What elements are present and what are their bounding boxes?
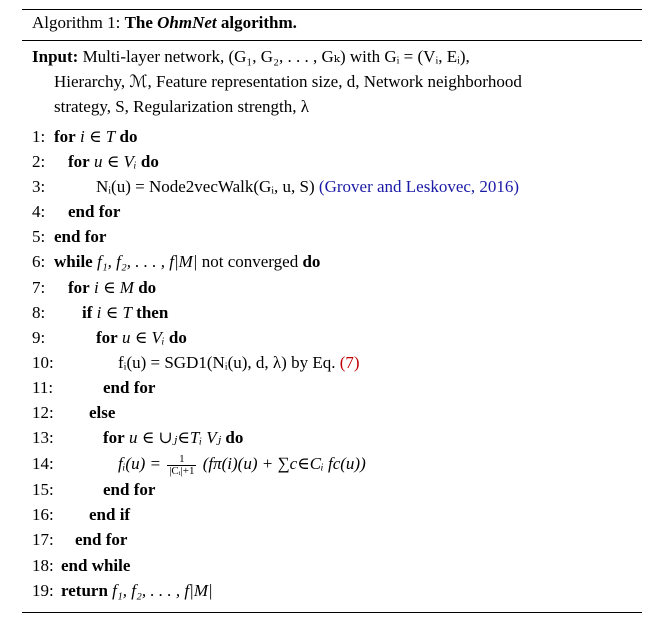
title-post: algorithm. <box>220 13 297 32</box>
step-row <box>32 174 642 199</box>
line-number: 1: <box>32 127 46 146</box>
step-content <box>54 224 106 249</box>
line-number: 17: <box>32 530 54 550</box>
keyword: then <box>136 302 169 322</box>
keyword: end for <box>103 480 156 500</box>
line-number: 2: <box>32 152 46 172</box>
step-content <box>96 174 519 199</box>
keyword: end while <box>61 555 131 575</box>
line-number: 12: <box>32 403 54 423</box>
algorithm-label: Algorithm 1: <box>32 13 121 32</box>
math-expr: Nᵢ(u) = Node2vecWalk(Gᵢ, u, S) <box>96 177 315 197</box>
math-expr: f₁, f₂, . . . , f|M| <box>96 252 198 272</box>
line-number: 14: <box>32 454 54 474</box>
line-number: 15: <box>32 480 54 500</box>
keyword: end for <box>54 227 107 247</box>
step-content <box>89 502 130 527</box>
step-row <box>32 578 642 603</box>
line-number: 11: <box>32 377 54 397</box>
input-line-3: strategy, S, Regularization strength, λ <box>54 97 309 116</box>
fraction-denominator: |Cᵢ|+1 <box>169 464 195 477</box>
step-content <box>118 350 360 375</box>
keyword: while <box>54 252 93 272</box>
step-content <box>103 375 155 400</box>
title-pre: The <box>124 13 153 32</box>
keyword: for <box>68 152 90 172</box>
keyword: do <box>225 428 244 448</box>
step-row <box>32 224 642 249</box>
line-number: 10: <box>32 352 54 372</box>
step-row <box>32 300 642 325</box>
step-content <box>75 527 127 552</box>
math-expr: i ∈ M <box>93 277 134 297</box>
algorithm-title <box>32 13 297 33</box>
line-number: 4: <box>32 202 46 222</box>
step-row <box>32 149 642 174</box>
title-rule <box>22 40 642 41</box>
step-row <box>32 400 642 425</box>
fraction-numerator: 1 <box>167 454 196 466</box>
input-keyword: Input: <box>32 47 79 66</box>
step-content <box>54 249 320 274</box>
keyword: if <box>82 302 93 322</box>
input-block <box>32 44 632 119</box>
step-content <box>103 425 243 450</box>
top-rule <box>22 9 642 10</box>
keyword: for <box>54 127 76 146</box>
step-content <box>61 578 213 603</box>
math-expr: i ∈ T <box>79 127 116 146</box>
step-row <box>32 350 642 375</box>
step-content <box>82 300 168 325</box>
math-expr: f₁, f₂, . . . , f|M| <box>112 580 213 600</box>
math-expr: u ∈ Vᵢ <box>121 327 165 347</box>
math-expr: u ∈ ∪ⱼ∈Tᵢ Vⱼ <box>128 428 222 448</box>
step-row <box>32 249 642 274</box>
bottom-rule <box>22 612 642 613</box>
step-row <box>32 553 642 578</box>
step-row <box>32 325 642 350</box>
keyword: else <box>89 403 116 423</box>
line-number: 8: <box>32 302 46 322</box>
step-row <box>32 477 642 502</box>
step-row <box>32 275 642 300</box>
step-text: by Eq. <box>291 352 336 372</box>
step-row <box>32 124 642 149</box>
step-content <box>118 450 366 477</box>
keyword: for <box>96 327 118 347</box>
algorithm-body <box>32 124 642 603</box>
input-text-1: Multi-layer network, (G₁, G₂, . . . , Gₖ) with Gᵢ = (Vᵢ, Eᵢ), <box>82 47 470 66</box>
step-content <box>54 124 137 149</box>
step-content <box>89 400 115 425</box>
step-row <box>32 527 642 552</box>
math-expr: u ∈ Vᵢ <box>93 152 137 172</box>
line-number: 3: <box>32 177 46 197</box>
keyword: end for <box>68 202 121 222</box>
line-number: 16: <box>32 505 54 525</box>
keyword: end for <box>75 530 128 550</box>
step-row <box>32 375 642 400</box>
input-line-1 <box>32 44 632 69</box>
step-row <box>32 425 642 450</box>
input-line-2: Hierarchy, ℳ, Feature representation size, d, Network neighborhood <box>54 72 522 91</box>
step-row <box>32 502 642 527</box>
step-content <box>68 199 120 224</box>
step-row <box>32 450 642 477</box>
step-row <box>32 199 642 224</box>
keyword: do <box>302 252 321 272</box>
line-number: 7: <box>32 277 46 297</box>
keyword: for <box>103 428 125 448</box>
line-number: 9: <box>32 327 46 347</box>
keyword: do <box>168 327 187 347</box>
step-content <box>61 553 130 578</box>
line-number: 5: <box>32 227 46 247</box>
step-text: not converged <box>201 252 299 272</box>
keyword: do <box>138 277 157 297</box>
equation-ref-link[interactable]: (7) <box>339 352 360 372</box>
line-number: 18: <box>32 555 54 575</box>
math-expr: (fπ(i)(u) + ∑c∈Cᵢ fc(u)) <box>202 454 366 474</box>
keyword: end for <box>103 377 156 397</box>
step-content <box>68 149 159 174</box>
line-number: 19: <box>32 580 54 600</box>
fraction <box>167 454 196 477</box>
algorithm-name: OhmNet <box>157 13 217 32</box>
keyword: do <box>119 127 138 146</box>
step-content <box>68 275 156 300</box>
step-content <box>96 325 187 350</box>
citation-link[interactable]: (Grover and Leskovec, 2016) <box>318 177 520 197</box>
keyword: return <box>61 580 108 600</box>
line-number: 6: <box>32 252 46 272</box>
keyword: do <box>140 152 159 172</box>
step-content <box>103 477 155 502</box>
keyword: for <box>68 277 90 297</box>
math-expr: i ∈ T <box>96 302 132 322</box>
math-expr: fᵢ(u) = <box>118 454 161 474</box>
math-expr: fᵢ(u) = SGD1(Nᵢ(u), d, λ) <box>118 352 287 372</box>
line-number: 13: <box>32 428 54 448</box>
keyword: end if <box>89 505 131 525</box>
